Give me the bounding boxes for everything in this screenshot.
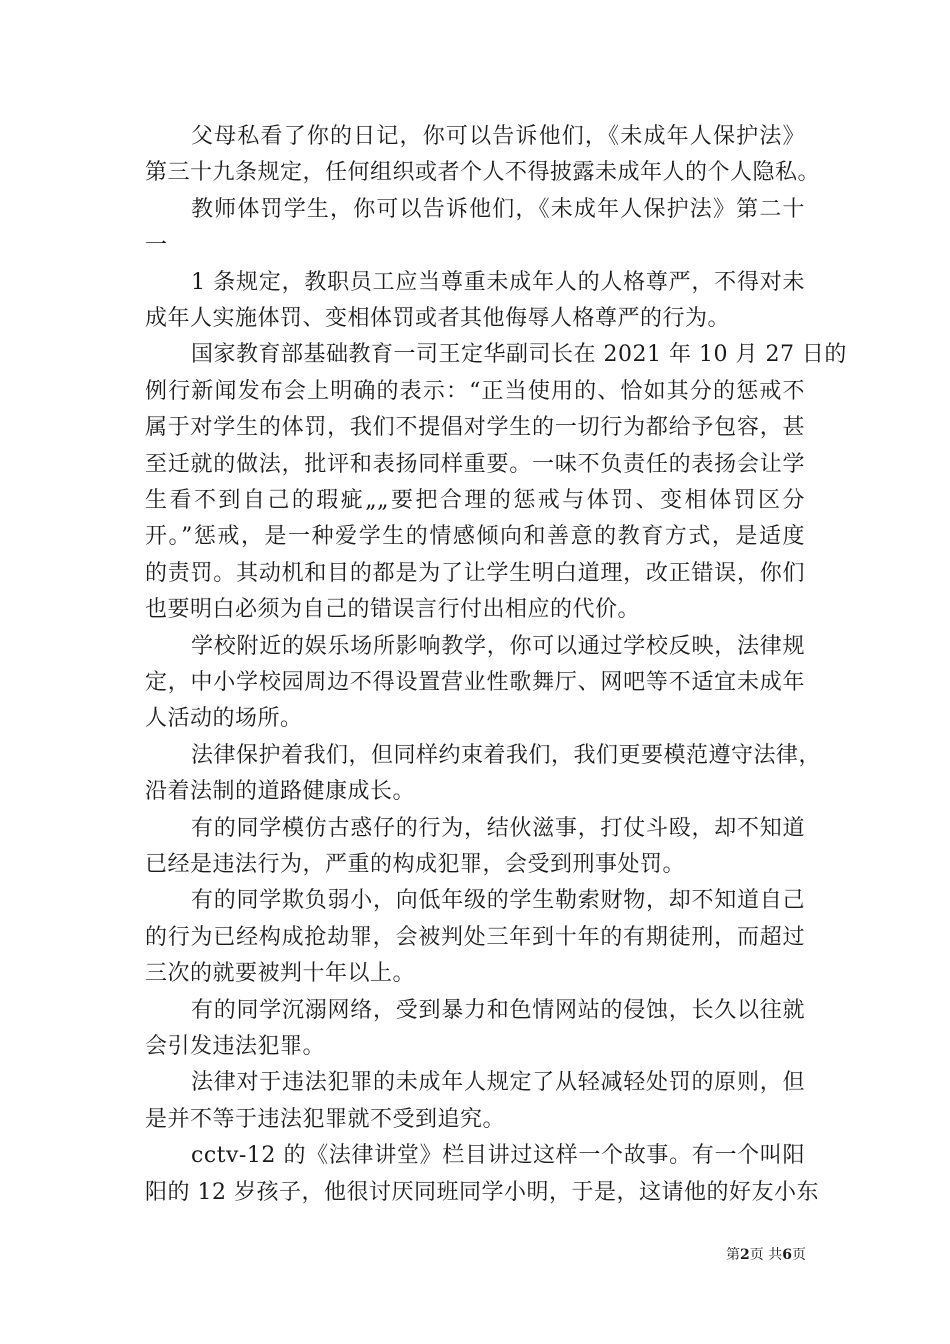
- footer-prefix: 第: [726, 1247, 741, 1263]
- paragraph-8-line-3: 三次的就要被判十年以上。: [145, 961, 416, 987]
- paragraph-10-line-2: 是并不等于违法犯罪就不受到追究。: [145, 1106, 506, 1132]
- paragraph-5-line-3: 人活动的场所。: [145, 706, 303, 732]
- paragraph-4-line-4: 至迁就的做法，批评和表扬同样重要。一味不负责任的表扬会让学: [145, 451, 805, 477]
- paragraph-5-line-1: 学校附近的娱乐场所影响教学，你可以通过学校反映，法律规: [191, 633, 805, 659]
- paragraph-3-line-2: 成年人实施体罚、变相体罚或者其他侮辱人格尊严的行为。: [145, 306, 731, 331]
- footer-suffix: 页: [792, 1247, 806, 1263]
- paragraph-4-line-2: 例行新闻发布会上明确的表示：“正当使用的、恰如其分的惩戒不: [145, 378, 805, 404]
- paragraph-4-line-7: 的责罚。其动机和目的都是为了让学生明白道理，改正错误，你们: [145, 560, 805, 586]
- paragraph-3-line-1: 1 条规定，教职员工应当尊重未成年人的人格尊严，不得对未: [191, 269, 805, 295]
- paragraph-8-line-2: 的行为已经构成抢劫罪，会被判处三年到十年的有期徒刑，而超过: [145, 924, 805, 950]
- paragraph-10-line-1: 法律对于违法犯罪的未成年人规定了从轻减轻处罚的原则，但: [191, 1070, 805, 1096]
- paragraph-7-line-1: 有的同学模仿古惑仔的行为，结伙滋事，打仗斗殴，却不知道: [191, 815, 805, 841]
- paragraph-2-line-2: 一: [145, 233, 168, 259]
- paragraph-11-line-2: 阳的 12 岁孩子，他很讨厌同班同学小明，于是，这请他的好友小东: [145, 1179, 819, 1205]
- paragraph-9-line-1: 有的同学沉溺网络，受到暴力和色情网站的侵蚀，长久以往就: [191, 997, 805, 1023]
- paragraph-4-line-6: 开。”惩戒，是一种爱学生的情感倾向和善意的教育方式，是适度: [145, 524, 805, 550]
- paragraph-5-line-2: 定，中小学校园周边不得设置营业性歌舞厅、网吧等不适宜未成年: [145, 670, 805, 695]
- paragraph-1-line-1: 父母私看了你的日记，你可以告诉他们，《未成年人保护法》: [191, 124, 805, 149]
- paragraph-4-line-3: 属于对学生的体罚，我们不提倡对学生的一切行为都给予包容，甚: [145, 415, 805, 441]
- paragraph-4-line-5: 生看不到自己的瑕疵„„要把合理的惩戒与体罚、变相体罚区分: [145, 488, 805, 513]
- footer-middle: 页 共: [749, 1247, 783, 1263]
- paragraph-6-line-2: 沿着法制的道路健康成长。: [145, 779, 416, 805]
- paragraph-8-line-1: 有的同学欺负弱小，向低年级的学生勒索财物，却不知道自己: [191, 888, 805, 914]
- page-footer: [0, 1245, 806, 1265]
- paragraph-4-line-8: 也要明白必须为自己的错误言行付出相应的代价。: [145, 597, 641, 623]
- paragraph-11-line-1: cctv-12 的《法律讲堂》栏目讲过这样一个故事。有一个叫阳: [191, 1143, 805, 1169]
- paragraph-1-line-2: 第三十九条规定，任何组织或者个人不得披露未成年人的个人隐私。: [145, 160, 821, 186]
- paragraph-2-line-1: 教师体罚学生，你可以告诉他们，《未成年人保护法》第二十: [191, 196, 805, 222]
- paragraph-6-line-1: 法律保护着我们，但同样约束着我们，我们更要模范遵守法律，: [191, 742, 822, 768]
- paragraph-7-line-2: 已经是违法行为，严重的构成犯罪，会受到刑事处罚。: [145, 852, 686, 877]
- paragraph-9-line-2: 会引发违法犯罪。: [145, 1034, 326, 1059]
- total-page-number: 6: [782, 1247, 792, 1263]
- current-page-number: 2: [740, 1247, 750, 1263]
- paragraph-4-line-1: 国家教育部基础教育一司王定华副司长在 2021 年 10 月 27 日的: [191, 342, 847, 368]
